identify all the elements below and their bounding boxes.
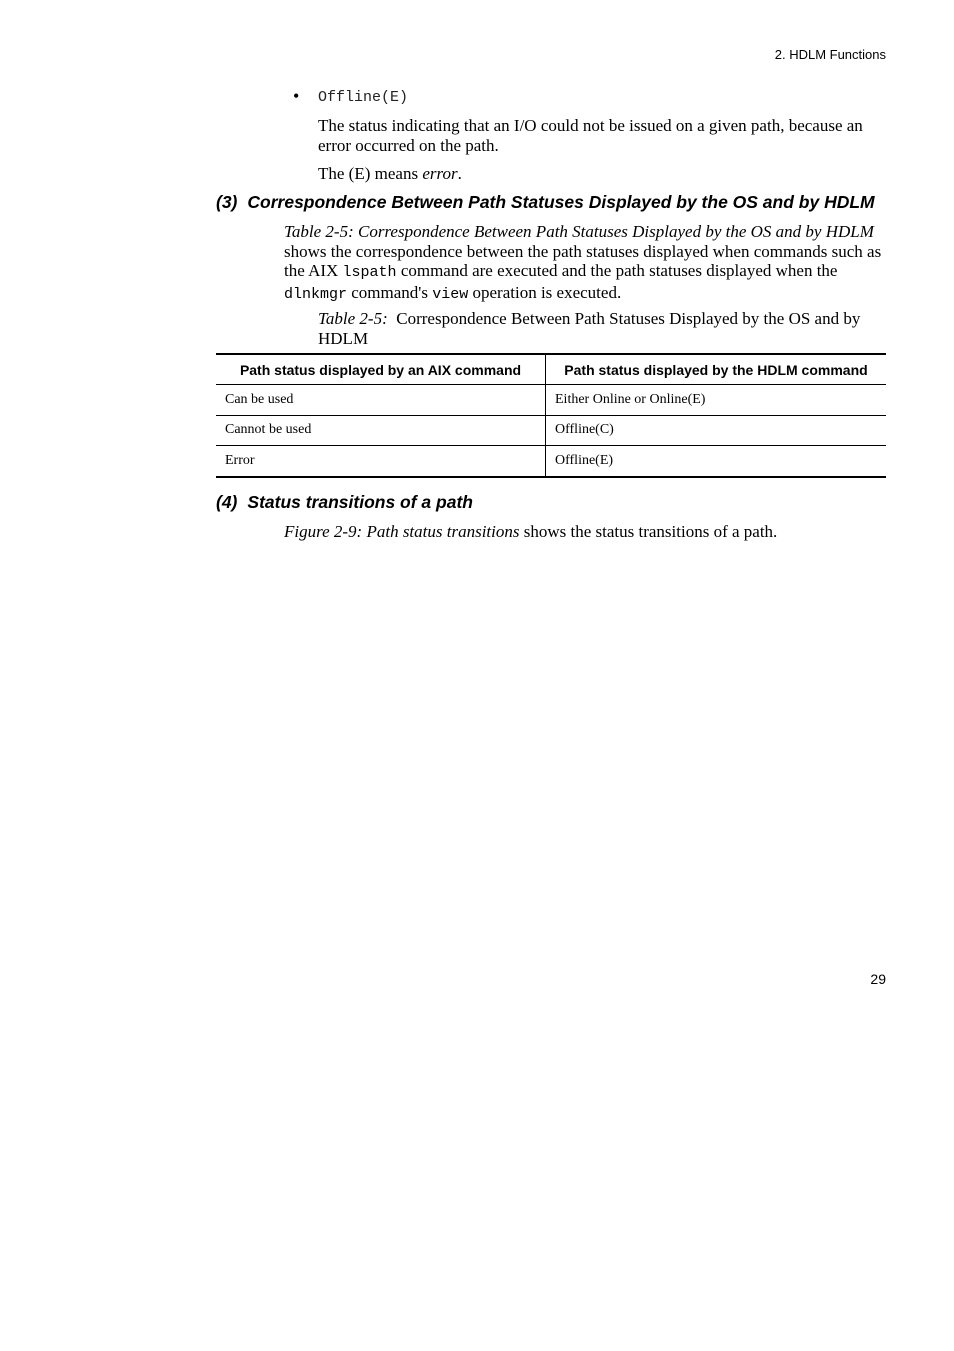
table-header-cell: Path status displayed by an AIX command bbox=[216, 354, 546, 385]
table-header-row bbox=[216, 354, 886, 385]
paragraph-table-intro bbox=[284, 222, 888, 304]
table-caption bbox=[318, 309, 888, 348]
table-row bbox=[216, 415, 886, 446]
paragraph-figure-intro bbox=[284, 522, 888, 542]
path-status-table bbox=[216, 353, 886, 478]
table-cell: Either Online or Online(E) bbox=[546, 385, 887, 416]
paragraph-offline-e-description: The status indicating that an I/O could not be issued on a given path, because an error occurred on the path. bbox=[318, 116, 863, 155]
code-dlnkmgr: dlnkmgr bbox=[284, 285, 348, 303]
table-cell: Offline(C) bbox=[546, 415, 887, 446]
table-row bbox=[216, 385, 886, 416]
figure-cross-reference: Figure 2-9: Path status transitions bbox=[284, 522, 520, 541]
code-view: view bbox=[432, 285, 469, 303]
text-fragment: shows the status transitions of a path. bbox=[519, 522, 778, 541]
table-cross-reference: Table 2-5: Correspondence Between Path Statuses Displayed by the OS and by HDLM bbox=[284, 222, 874, 241]
code-lspath: lspath bbox=[342, 264, 397, 281]
section-heading-3 bbox=[216, 192, 875, 213]
table-caption-text: Correspondence Between Path Statuses Displayed by the OS and by HDLM bbox=[318, 309, 861, 348]
text-fragment: . bbox=[457, 164, 462, 183]
section-title: Status transitions of a path bbox=[247, 492, 473, 512]
text-fragment: command are executed and the path statuses displayed when the bbox=[396, 261, 838, 280]
emphasis-term: error bbox=[422, 164, 458, 183]
text-fragment: operation is executed. bbox=[468, 282, 622, 302]
section-heading-4 bbox=[216, 492, 473, 513]
table-row bbox=[216, 446, 886, 477]
running-header: 2. HDLM Functions bbox=[774, 47, 886, 62]
table-cell: Can be used bbox=[216, 385, 546, 416]
section-number: (3) bbox=[216, 192, 238, 212]
text-fragment: shows the correspondence between the path statuses displayed when commands such as the AIX bbox=[284, 241, 882, 280]
section-number: (4) bbox=[216, 492, 238, 512]
table-caption-label: Table 2-5: bbox=[318, 309, 388, 328]
paragraph-e-meaning bbox=[318, 164, 888, 184]
text-fragment: The (E) means bbox=[318, 164, 423, 183]
table-cell: Cannot be used bbox=[216, 415, 546, 446]
bullet-code-term: Offline(E) bbox=[318, 89, 409, 106]
table-cell: Offline(E) bbox=[546, 446, 887, 477]
table-header-cell: Path status displayed by the HDLM command bbox=[546, 354, 887, 385]
text-fragment: command's bbox=[347, 282, 433, 302]
bullet-dot: • bbox=[293, 86, 300, 106]
page-number: 29 bbox=[870, 971, 886, 987]
section-title: Correspondence Between Path Statuses Displayed by the OS and by HDLM bbox=[247, 192, 875, 212]
table-cell: Error bbox=[216, 446, 546, 477]
